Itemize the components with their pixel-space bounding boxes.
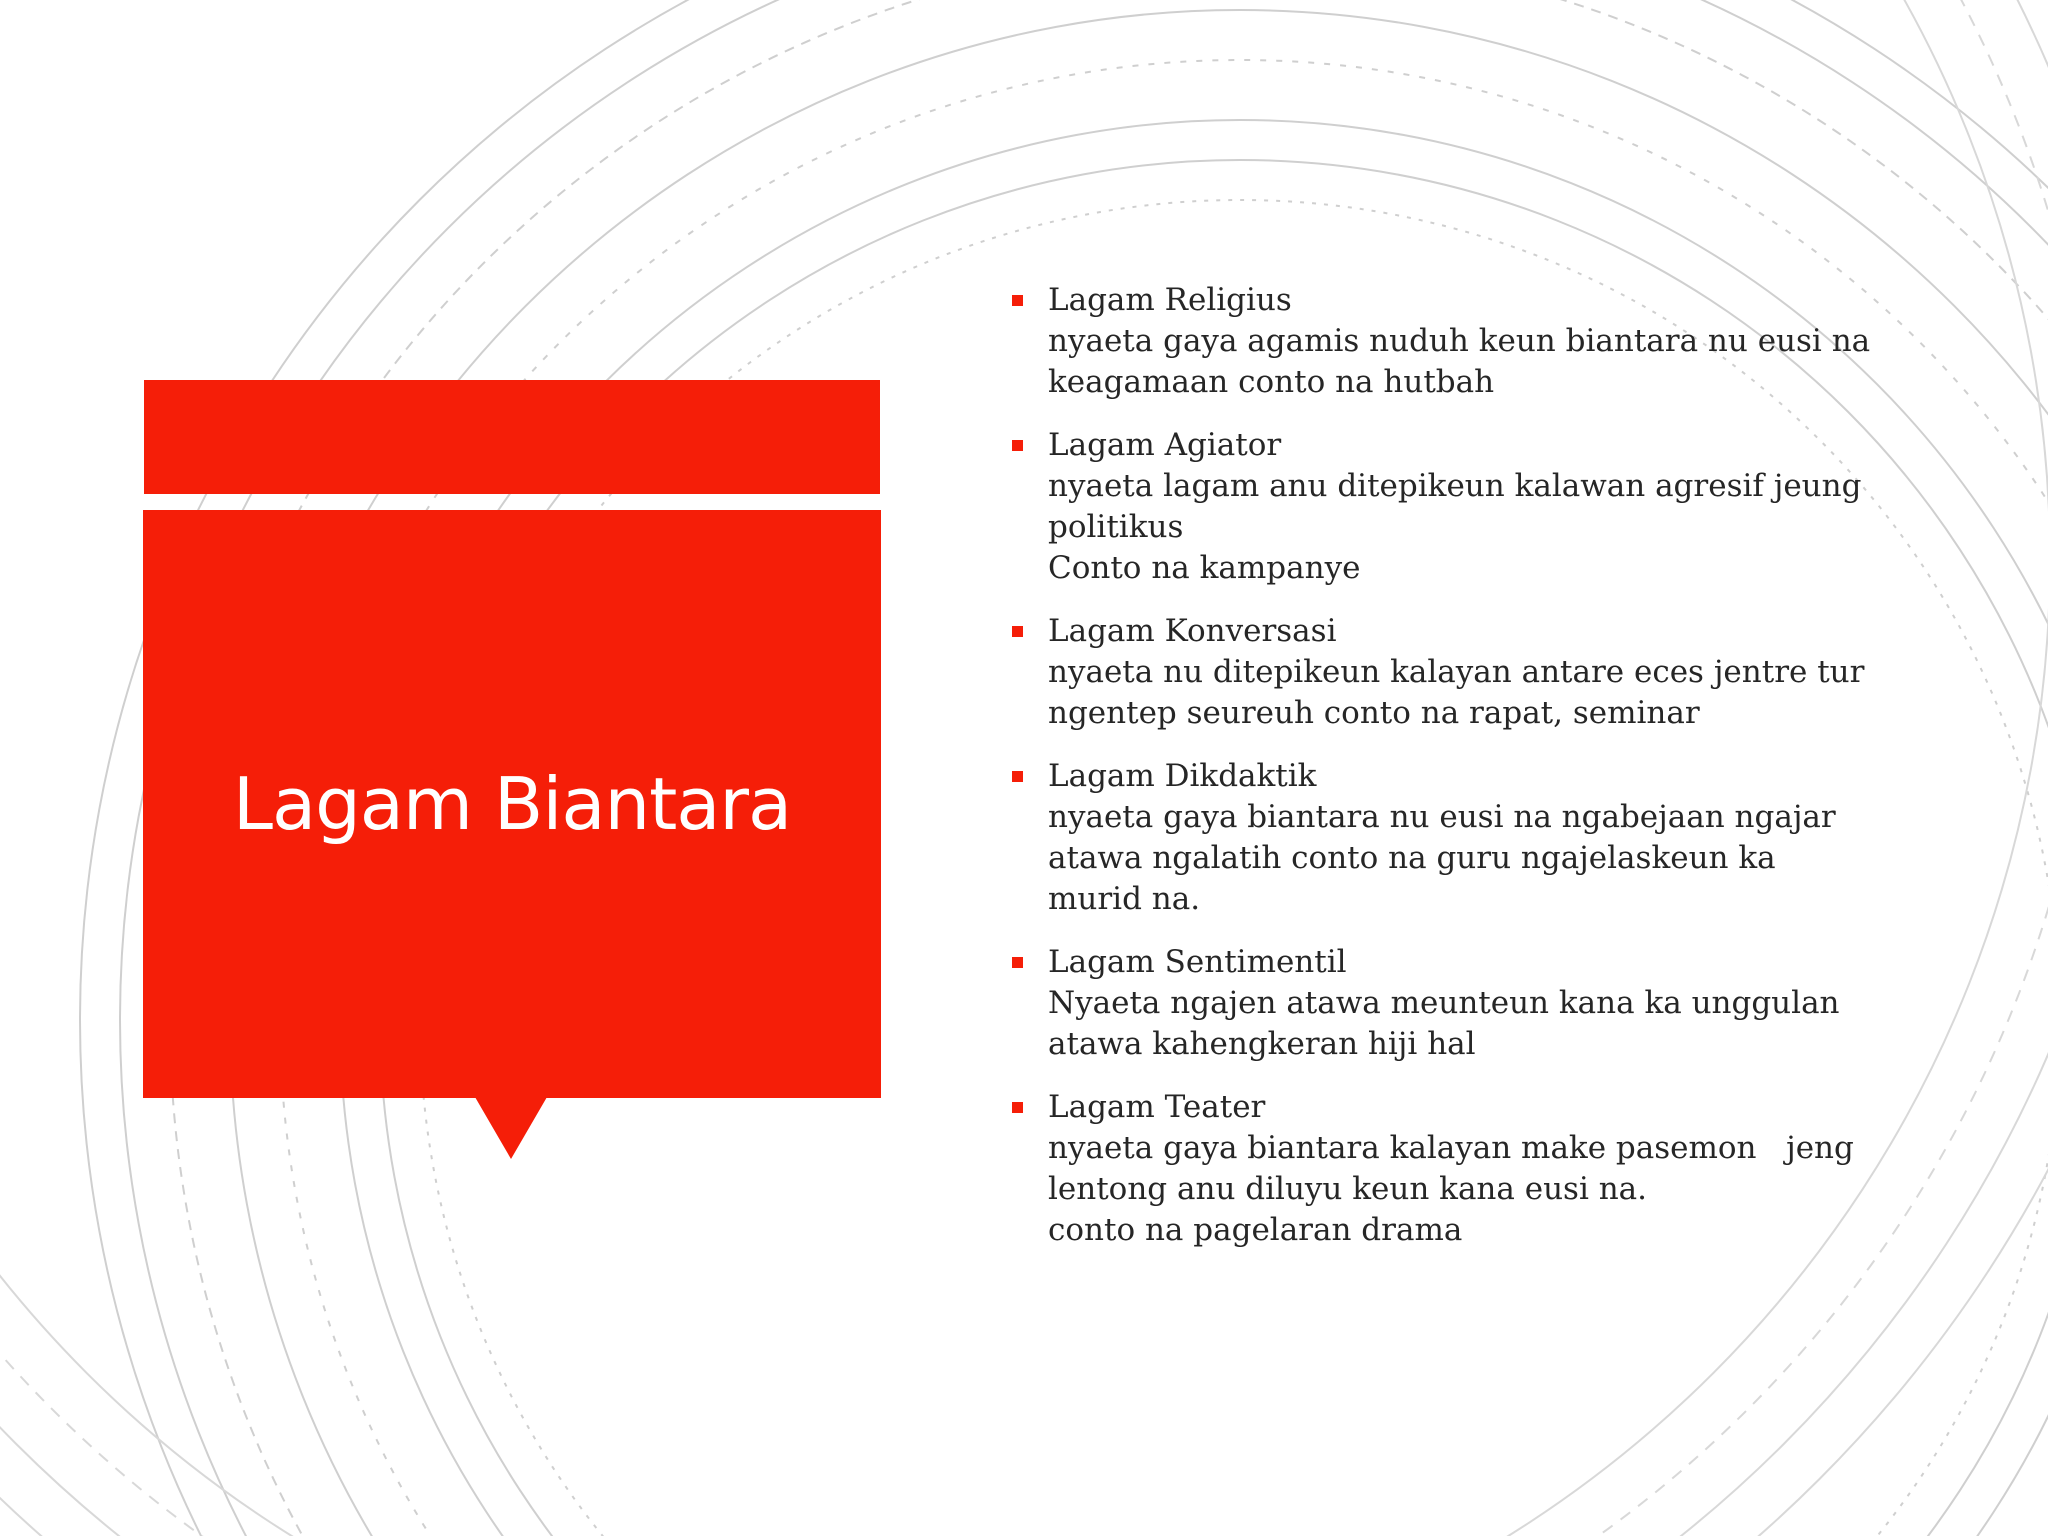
callout-pointer [475, 1097, 547, 1159]
bullet-heading: Lagam Religius [1048, 282, 1292, 318]
bullet-description-line: nyaeta gaya biantara nu eusi na ngabejaan ngajar [1048, 799, 1836, 835]
bullet-description-line: lentong anu diluyu keun kana eusi na. [1048, 1171, 1648, 1207]
square-bullet-icon [1012, 440, 1023, 451]
bullet-heading: Lagam Konversasi [1048, 613, 1337, 649]
bullet-heading: Lagam Teater [1048, 1089, 1266, 1125]
square-bullet-icon [1012, 626, 1023, 637]
bullet-item [1010, 756, 1910, 920]
bullet-heading: Lagam Sentimentil [1048, 944, 1347, 980]
bullet-item [1010, 280, 1910, 403]
bullet-description-line: politikus [1048, 509, 1184, 545]
bullet-description-line: nyaeta lagam anu ditepikeun kalawan agresif jeung [1048, 468, 1862, 504]
bullet-heading: Lagam Agiator [1048, 427, 1282, 463]
bullet-description-line: Nyaeta ngajen atawa meunteun kana ka unggulan [1048, 985, 1840, 1021]
bullet-item [1010, 942, 1910, 1065]
bullet-item [1010, 611, 1910, 734]
bullet-description-line: ngentep seureuh conto na rapat, seminar [1048, 695, 1700, 731]
bullet-heading: Lagam Dikdaktik [1048, 758, 1317, 794]
bullet-description-line: Conto na kampanye [1048, 550, 1361, 586]
square-bullet-icon [1012, 295, 1023, 306]
square-bullet-icon [1012, 957, 1023, 968]
bullet-description-line: murid na. [1048, 881, 1201, 917]
bullet-item [1010, 1087, 1910, 1251]
square-bullet-icon [1012, 771, 1023, 782]
title-accent-bar [144, 380, 880, 494]
bullet-description-line: nyaeta gaya agamis nuduh keun biantara nu eusi na [1048, 323, 1871, 359]
title-box [143, 510, 881, 1098]
square-bullet-icon [1012, 1102, 1023, 1113]
bullet-description-line: nyaeta gaya biantara kalayan make pasemon jeng [1048, 1130, 1854, 1166]
bullet-description-line: conto na pagelaran drama [1048, 1212, 1463, 1248]
bullet-description-line: nyaeta nu ditepikeun kalayan antare eces jentre tur [1048, 654, 1865, 690]
bullet-list [1010, 280, 1910, 1273]
bullet-item [1010, 425, 1910, 589]
bullet-description-line: keagamaan conto na hutbah [1048, 364, 1495, 400]
slide-title: Lagam Biantara [232, 762, 792, 846]
bullet-description-line: atawa ngalatih conto na guru ngajelaskeun ka [1048, 840, 1776, 876]
bullet-description-line: atawa kahengkeran hiji hal [1048, 1026, 1476, 1062]
